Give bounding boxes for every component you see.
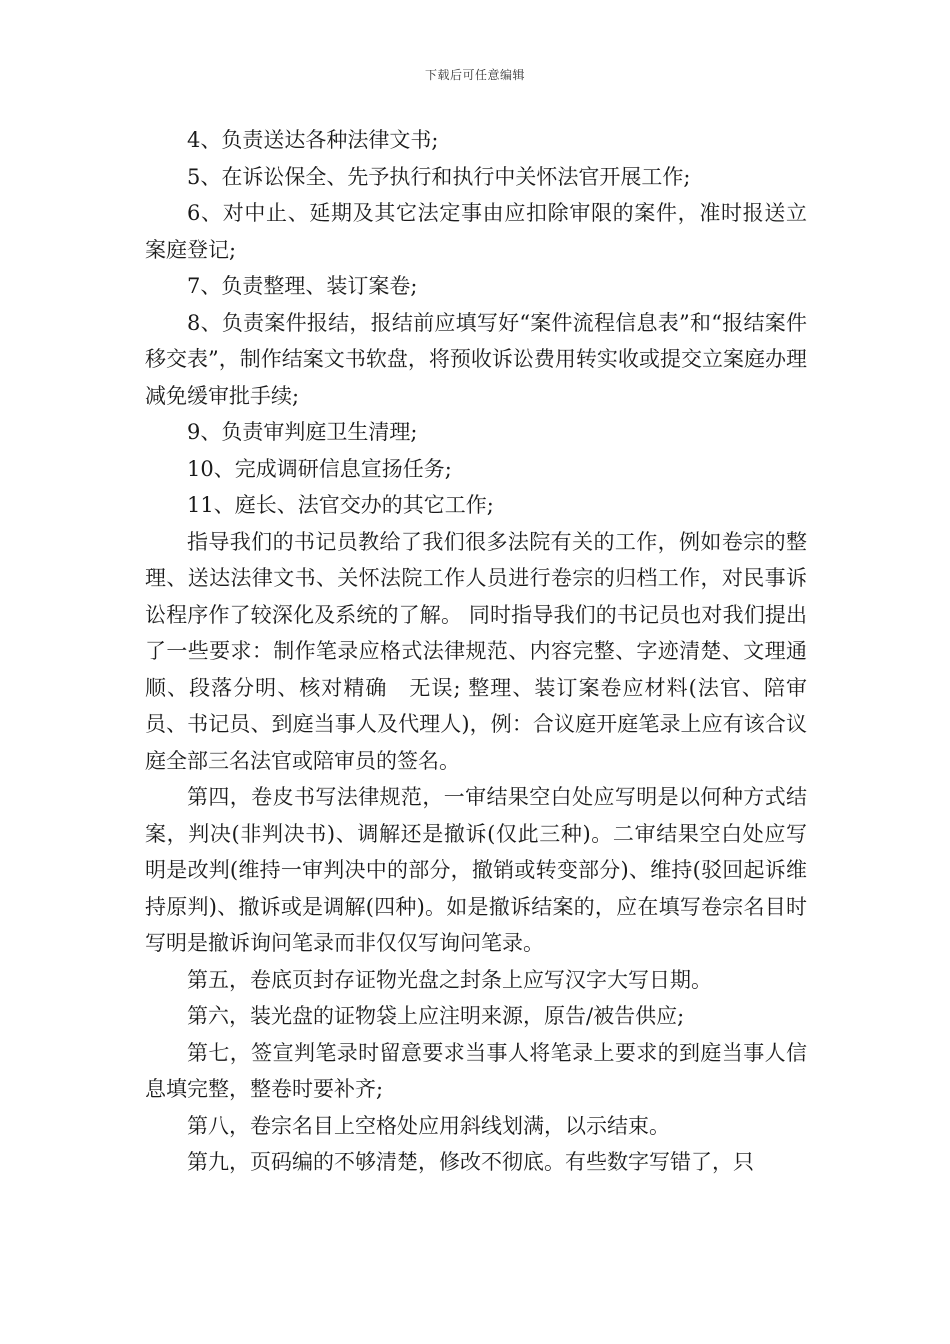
paragraph-item-10: 10、完成调研信息宣扬任务; [187,456,452,481]
paragraph-guidance: 指导我们的书记员教给了我们很多法院有关的工作，例如卷宗的整理、送达法律文书、关怀法院工作人员进行卷宗的归档工作，对民事诉讼程序作了较深化及系统的了解。 同时指导我们的书记员也对我们提出了一些要求：制作笔录应格式法律规范、内容完整、字迹清楚、文理通顺、段落分明、核对精确 无误; 整理、装订案卷应材料(法官、陪审员、书记员、到庭当事人及代理人)，例：合议庭开庭笔录上应有该合议庭全部三名法官或陪审员的签名。 [145,529,807,773]
paragraph-item-4: 4、负责送达各种法律文书; [187,128,439,152]
paragraph-item-11: 11、庭长、法官交办的其它工作; [187,493,494,517]
paragraph-ninth: 第九，页码编的不够清楚，修改不彻底。有些数字写错了，只 [187,1150,754,1174]
document-body [145,122,807,1181]
paragraph-item-5: 5、在诉讼保全、先予执行和执行中关怀法官开展工作; [187,164,691,189]
paragraph-eighth: 第八，卷宗名目上空格处应用斜线划满，以示结束。 [187,1113,670,1138]
paragraph-item-6: 6、对中止、延期及其它法定事由应扣除审限的案件，准时报送立案庭登记; [145,201,807,262]
paragraph-sixth: 第六，装光盘的证物袋上应注明来源，原告/被告供应; [187,1004,685,1028]
paragraph-item-7: 7、负责整理、装订案卷; [187,274,418,298]
paragraph-fourth: 第四，卷皮书写法律规范，一审结果空白处应写明是以何种方式结案，判决(非判决书)、调解还是撤诉(仅此三种)。二审结果空白处应写明是改判(维持一审判决中的部分，撤销或转变部分)、维持(驳回起诉维持原判)、撤诉或是调解(四种)。如是撤诉结案的，应在填写卷宗名目时写明是撤诉询问笔录而非仅仅写询问笔录。 [145,785,807,955]
header-note: 下载后可任意编辑 [424,68,525,82]
paragraph-fifth: 第五，卷底页封存证物光盘之封条上应写汉字大写日期。 [187,967,712,992]
paragraph-item-9: 9、负责审判庭卫生清理; [187,420,418,444]
paragraph-item-8: 8、负责案件报结，报结前应填写好“案件流程信息表”和“报结案件移交表”，制作结案文书软盘，将预收诉讼费用转实收或提交立案庭办理减免缓审批手续; [145,310,807,408]
paragraph-seventh: 第七，签宣判笔录时留意要求当事人将笔录上要求的到庭当事人信息填完整，整卷时要补齐; [145,1040,807,1101]
